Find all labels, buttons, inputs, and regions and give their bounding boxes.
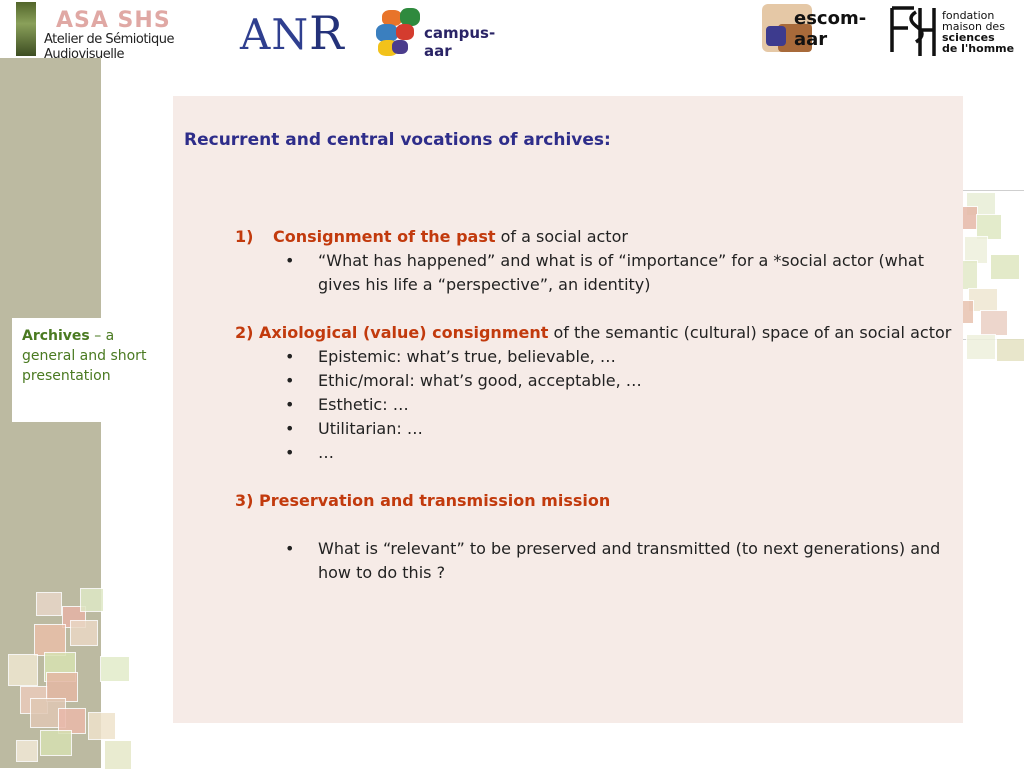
bullet-icon: • [285,251,295,270]
item1-highlight: Consignment of the past [273,227,496,246]
fmsh-logo [886,2,1020,60]
item2-bullet-text: … [318,443,334,462]
sidebar-title-box [12,318,147,422]
campus-aar-logo [374,6,504,60]
fmsh-line4: de l'homme [942,42,1015,55]
bullet-icon: • [285,539,295,558]
anr-letter-a: A [240,10,272,59]
slide-content-panel [173,96,963,723]
escom-aar-logo [762,2,882,54]
item2-bullet [235,441,957,465]
item2-bullet [235,417,957,441]
fmsh-monogram-icon [888,4,936,56]
anr-letter-r: R [309,6,345,60]
bullet-icon: • [285,347,295,366]
asa-shs-logo [8,0,218,62]
item2-bullet [235,369,957,393]
item2-bullet-text: Ethic/moral: what’s good, acceptable, … [318,371,642,390]
item3-highlight: 3) Preservation and transmission mission [235,491,611,510]
sidebar-title-rest: – a general and short presentation [22,328,147,384]
sidebar-title-bold: Archives [22,328,90,344]
bullet-icon: • [285,419,295,438]
asa-subtitle: Atelier de Sémiotique Audiovisuelle [44,32,175,62]
item2-rest: of the semantic (cultural) space of an social actor [548,323,952,342]
fmsh-line1: fondation [942,9,995,22]
item1-bullet-text: “What has happened” and what is of “importance” for a *social actor (what gives his life a “perspective”, an identity) [318,251,924,294]
item3-bullet-text: What is “relevant” to be preserved and transmitted (to next generations) and how to do this ? [318,539,941,582]
asa-photo-strip [16,2,36,56]
sidebar-title [22,326,162,386]
slide-body [235,225,957,585]
item1-bullet [235,249,957,297]
item2-bullet [235,345,957,369]
item2-bullet [235,393,957,417]
item3-bullet [235,537,957,585]
item1-rest: of a social actor [495,227,628,246]
anr-logo [240,6,345,60]
anr-letter-n: N [271,10,310,59]
escom-aar-label: escom-aar [794,8,867,50]
slide-heading: Recurrent and central vocations of archives: [184,130,611,150]
fmsh-line3: sciences [942,31,995,44]
asa-title: ASA SHS [56,8,171,33]
item2-highlight: 2) Axiological (value) consignment [235,323,549,342]
item2-bullet-text: Esthetic: … [318,395,409,414]
item2-bullet-text: Utilitarian: … [318,419,423,438]
item2-bullet-text: Epistemic: what’s true, believable, … [318,347,616,366]
item3-title [235,489,957,513]
item1-number: 1) [235,227,254,246]
fmsh-text [942,10,1014,54]
bullet-icon: • [285,371,295,390]
bullet-icon: • [285,443,295,462]
item2-title [235,321,957,345]
fmsh-line2: maison des [942,20,1005,33]
campus-aar-label: campus-aar [424,24,496,60]
bullet-icon: • [285,395,295,414]
item1-title [235,225,957,249]
